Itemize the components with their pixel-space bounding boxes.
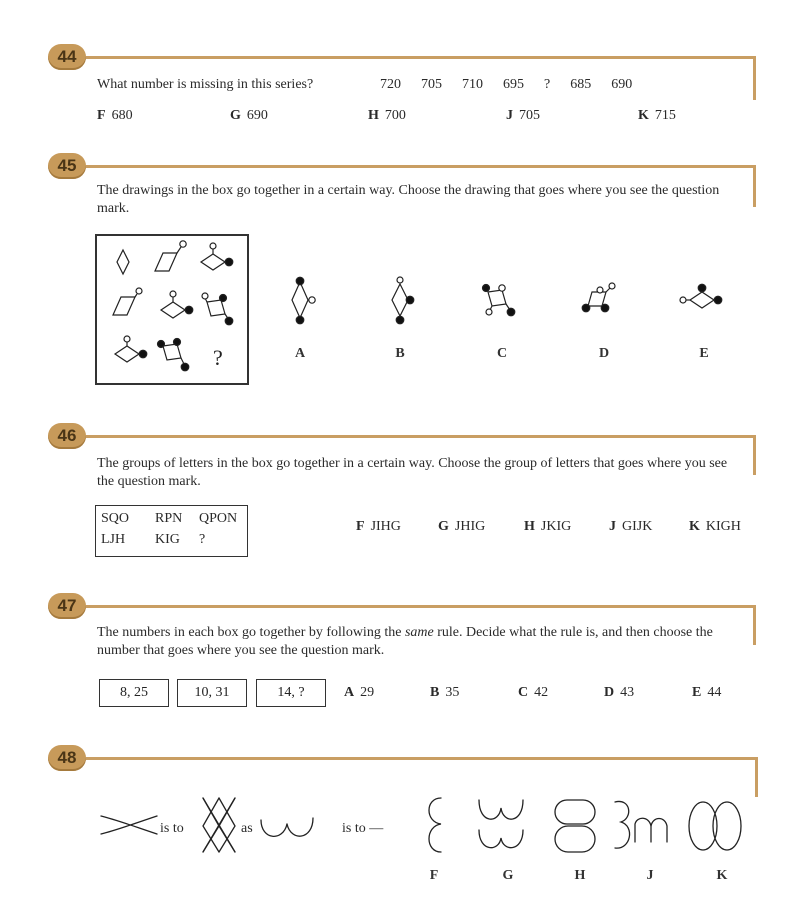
diamond-open-circle-shape	[161, 291, 193, 318]
q44-side-rule	[753, 56, 756, 100]
q46-option-j[interactable]: J GIJK	[609, 519, 653, 534]
option-k-figure	[689, 802, 741, 850]
q45-box-drawings	[95, 234, 249, 384]
q48-option-k[interactable]: K	[716, 868, 728, 883]
q45-prompt: The drawings in the box go together in a certain way. Choose the drawing that goes where you see the question mark.	[97, 183, 720, 216]
q48-header-rule	[86, 757, 758, 760]
q47-number-box: 14, ?	[256, 679, 326, 707]
q47-side-rule	[753, 605, 756, 645]
option-a-drawing	[292, 277, 315, 324]
q44-prompt: What number is missing in this series?	[97, 77, 314, 92]
q46-box-cell: KIG	[155, 532, 180, 547]
q46-option-k[interactable]: K KIGH	[689, 519, 741, 534]
question-number-45: 45	[48, 153, 86, 179]
q46-option-f[interactable]: F JIHG	[356, 519, 401, 534]
question-number-46: 46	[48, 423, 86, 449]
q44-option-h[interactable]: H 700	[368, 108, 406, 123]
double-x-figure	[203, 798, 235, 852]
sideways-x-figure	[101, 816, 157, 834]
option-c-drawing	[483, 285, 515, 316]
q48-is-to-1: is to	[160, 821, 184, 836]
double-u-figure	[261, 818, 313, 836]
q45-option-c[interactable]: C	[496, 346, 508, 361]
square-filled-circles-shape	[202, 293, 233, 325]
q45-option-e[interactable]: E	[699, 346, 709, 361]
q45-answer-drawings	[270, 270, 740, 340]
q45-side-rule	[753, 165, 756, 207]
option-h-figure	[555, 800, 595, 852]
option-d-drawing	[582, 283, 615, 312]
q46-box-cell: QPON	[199, 511, 238, 526]
q45-option-d[interactable]: D	[598, 346, 610, 361]
q46-side-rule	[753, 435, 756, 475]
square-filled-circles-shape	[158, 339, 189, 371]
series-item: 705	[421, 77, 442, 92]
q46-box-cell: LJH	[101, 532, 126, 547]
q47-option-a[interactable]: A 29	[344, 685, 375, 700]
question-number-47: 47	[48, 593, 86, 619]
q47-number-box: 8, 25	[99, 679, 169, 707]
q48-option-h[interactable]: H	[574, 868, 586, 883]
q44-series	[380, 76, 652, 94]
q46-box-cell: ?	[199, 532, 206, 547]
q46-option-h[interactable]: H JKIG	[524, 519, 572, 534]
q47-option-c[interactable]: C 42	[518, 685, 549, 700]
q44-header-rule	[86, 56, 756, 59]
q47-number-box: 10, 31	[177, 679, 247, 707]
option-b-drawing	[392, 277, 414, 324]
series-item: 695	[503, 77, 524, 92]
q46-option-g[interactable]: G JHIG	[438, 519, 486, 534]
q46-header-rule	[86, 435, 756, 438]
series-item: 710	[462, 77, 483, 92]
q45-option-a[interactable]: A	[294, 346, 306, 361]
q47-option-d[interactable]: D 43	[604, 685, 635, 700]
q48-side-rule	[755, 757, 758, 797]
q44-option-f[interactable]: F 680	[97, 108, 133, 123]
q47-option-e[interactable]: E 44	[692, 685, 722, 700]
rhombus-open-circle-shape	[113, 288, 142, 315]
q48-analogy-figures	[95, 790, 755, 860]
diamond-shape	[117, 250, 129, 274]
q45-header-rule	[86, 165, 756, 168]
question-number-48: 48	[48, 745, 86, 771]
q45-option-b[interactable]: B	[395, 346, 405, 361]
diamond-filled-circle-shape	[115, 336, 147, 362]
q46-box-cell: RPN	[155, 511, 183, 526]
q44-option-k[interactable]: K 715	[638, 108, 676, 123]
series-item: 720	[380, 77, 401, 92]
question-number-44: 44	[48, 44, 86, 70]
q47-prompt: The numbers in each box go together by following the same rule. Decide what the rule is, and then choose the number that goes where you see the question mark.	[97, 625, 713, 658]
q45-question-mark: ?	[213, 345, 223, 370]
q48-as: as	[241, 821, 253, 836]
q44-option-j[interactable]: J 705	[506, 108, 540, 123]
option-g-figure	[479, 800, 523, 848]
q48-option-j[interactable]: J	[646, 868, 654, 883]
option-e-drawing	[680, 284, 722, 308]
series-item: 690	[611, 77, 633, 92]
diamond-filled-circle-shape	[201, 243, 233, 270]
q48-option-f[interactable]: F	[429, 868, 439, 883]
series-item: 685	[570, 77, 592, 92]
series-item: ?	[544, 77, 551, 92]
option-j-figure	[615, 801, 667, 848]
q46-prompt: The groups of letters in the box go together in a certain way. Choose the group of letters that goes where you see the question mark.	[97, 456, 728, 489]
option-f-figure	[429, 798, 441, 852]
q47-option-b[interactable]: B 35	[430, 685, 460, 700]
q48-option-g[interactable]: G	[502, 868, 514, 883]
q46-box-cell: SQO	[101, 511, 130, 526]
q44-option-g[interactable]: G 690	[230, 108, 268, 123]
q48-is-to-2: is to —	[342, 821, 384, 836]
q47-header-rule	[86, 605, 756, 608]
rhombus-open-circle-shape	[155, 241, 186, 271]
